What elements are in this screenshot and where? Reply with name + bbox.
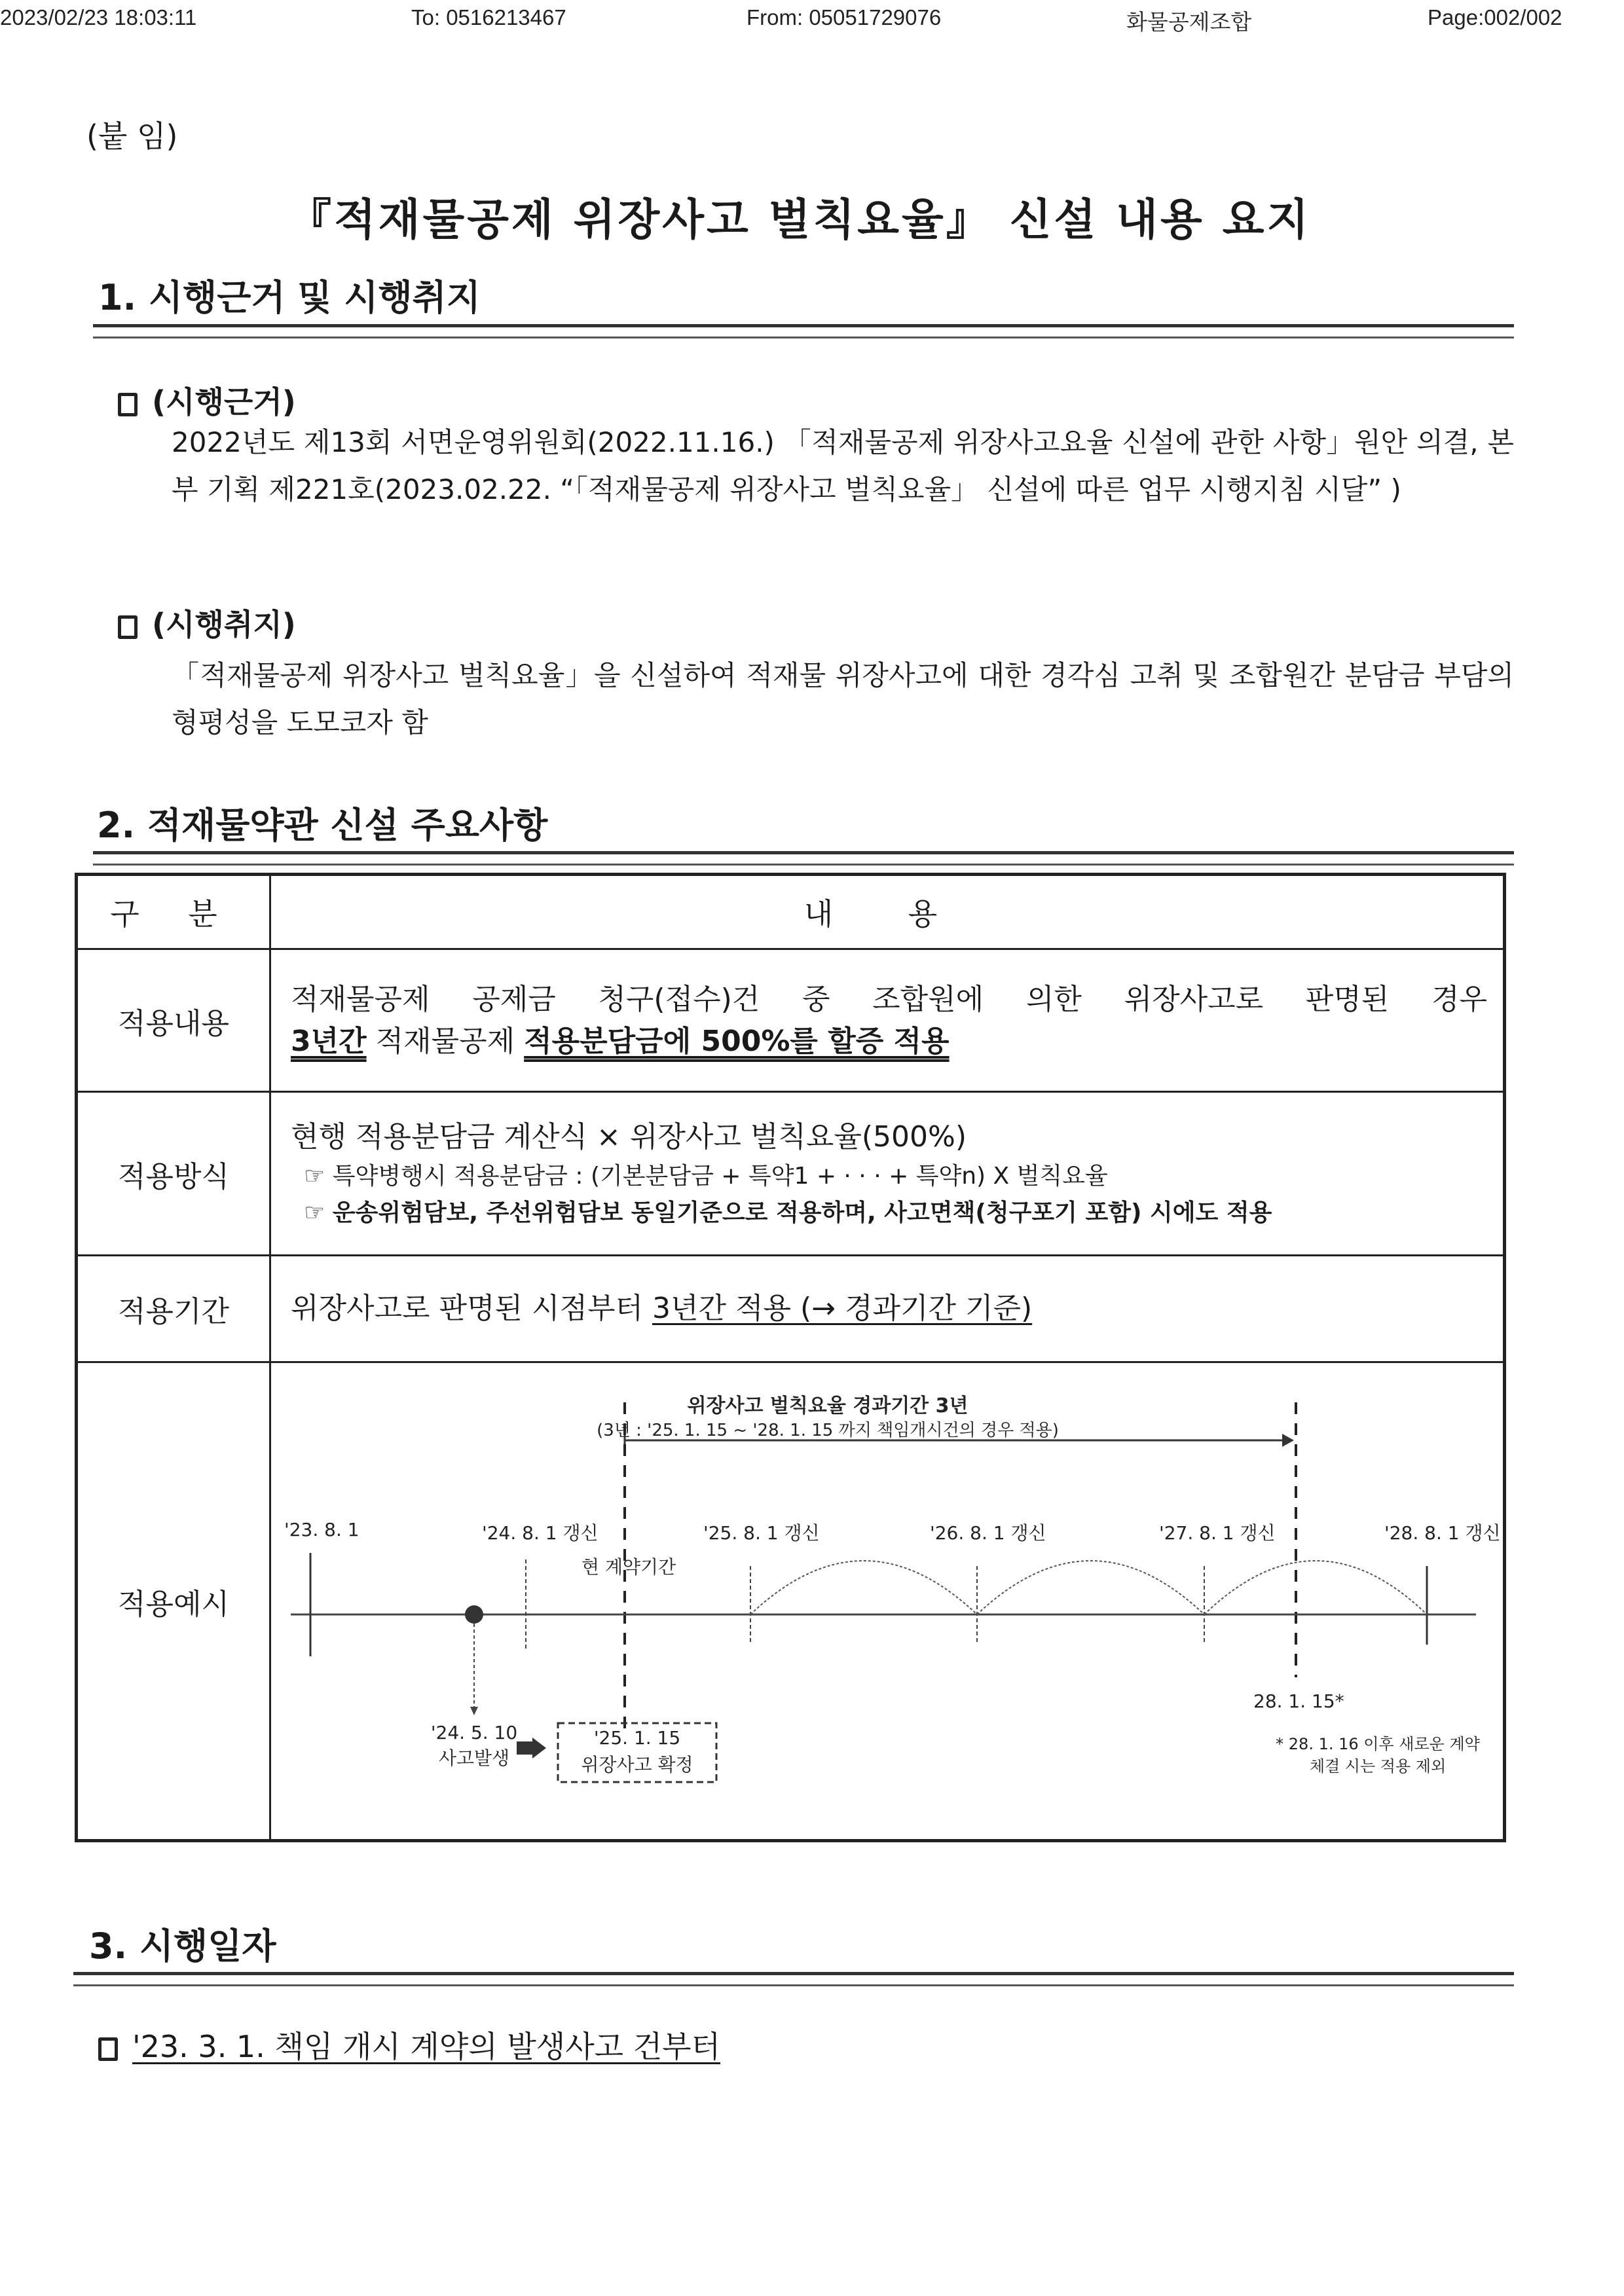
accident-label: 사고발생 [438,1747,510,1769]
timeline-label: '28. 8. 1 갱신 [1384,1522,1501,1544]
table-row [77,1092,1505,1256]
span-subtitle: (3년 : '25. 1. 15 ~ '28. 1. 15 까지 책임개시건의 경우 적용) [597,1421,1059,1440]
square-bullet-icon [118,393,138,416]
timeline-label: '24. 8. 1 갱신 [482,1522,599,1544]
provisions-table [75,873,1506,1842]
attachment-label: (붙 임) [86,118,178,154]
accident-date: '24. 5. 10 [430,1722,518,1743]
section2-rule [93,851,1514,866]
square-bullet-icon [98,2037,118,2061]
row-label-example: 적용예시 [77,1362,270,1841]
content-mid: 적재물공제 [366,1024,525,1058]
timeline-label: '26. 8. 1 갱신 [930,1522,1046,1544]
purpose-text: 「적재물공제 위장사고 벌칙요율」을 신설하여 적재물 위장사고에 대한 경각심 고취 및 조합원간 분담금 부담의 형평성을 도모코자 함 [172,659,1514,738]
content-3years: 3년간 [291,1024,367,1058]
row-label-method: 적용방식 [77,1092,270,1256]
pointing-hand-icon: ☞ [304,1162,333,1190]
section3-rule [73,1972,1514,1986]
fax-from: From: 05051729076 [747,5,942,29]
row-label-content: 적용내용 [77,949,270,1092]
section1-rule [93,324,1514,338]
renewal-arc [750,1561,977,1614]
fax-to: To: 0516213467 [411,5,566,29]
row-value-method [270,1092,1505,1256]
period-underlined: 3년간 적용 (→ 경과기간 기준) [652,1292,1033,1325]
timeline-label: '27. 8. 1 갱신 [1159,1522,1276,1544]
current-period-label: 현 계약기간 [581,1556,676,1578]
period-text: 위장사고로 판명된 시점부터 [291,1292,653,1325]
document-title: 『적재물공제 위장사고 벌칙요율』 신설 내용 요지 [288,194,1312,245]
header-content: 내 용 [270,875,1505,949]
timeline-diagram [271,1363,1503,1839]
table-row [77,949,1505,1092]
section3-heading: 3. 시행일자 [89,1925,276,1967]
row-value-content [270,949,1505,1092]
effective-date-text: '23. 3. 1. 책임 개시 계약의 발생사고 건부터 [132,2029,721,2064]
basis-text: 2022년도 제13회 서면운영위원회(2022.11.16.) 「적재물공제 위장사고요율 신설에 관한 사항」원안 의결, 본부 기획 제221호(2023.02.22. “「적재물공제 위장사고 벌칙요율」 신설에 따른 업무 시행지침 시달” ) [172,426,1514,505]
confirm-date: '25. 1. 15 [593,1727,681,1749]
section1-heading: 1. 시행근거 및 시행취지 [98,277,481,318]
footnote-line2: 체결 시는 적용 제외 [1309,1757,1447,1776]
down-arrow-icon [470,1707,478,1715]
table-row [77,1362,1505,1841]
header-category: 구 분 [77,875,270,949]
row-label-period: 적용기간 [77,1256,270,1362]
method-note2-text: 운송위험담보, 주선위험담보 동일기준으로 적용하며, 사고면책(청구포기 포함) 시에도 적용 [332,1199,1272,1226]
purpose-label: (시행취지) [152,607,296,642]
square-bullet-icon [118,615,138,639]
end-date: 28. 1. 15* [1253,1690,1344,1712]
fax-sender: 화물공제조합 [1126,10,1252,34]
method-line1: 현행 적용분담금 계산식 × 위장사고 벌칙요율(500%) [291,1120,967,1154]
right-arrow-icon-head [532,1738,546,1758]
method-note2 [291,1195,1487,1231]
span-title: 위장사고 벌칙요율 경과기간 3년 [687,1394,969,1417]
renewal-arc [977,1561,1204,1614]
content-line1: 적재물공제 공제금 청구(접수)건 중 조합원에 의한 위장사고로 판명된 경우 [291,982,1487,1016]
footnote-line1: * 28. 1. 16 이후 새로운 계약 [1276,1735,1480,1753]
row-value-example [270,1362,1505,1841]
purpose-heading [118,601,296,644]
section2-heading: 2. 적재물약관 신설 주요사항 [97,805,548,846]
table-row [77,1256,1505,1362]
basis-heading [118,378,296,422]
basis-label: (시행근거) [152,384,296,420]
accident-marker [465,1605,483,1624]
content-surcharge: 적용분담금에 500%를 할증 적용 [524,1024,950,1058]
renewal-arc [1204,1561,1427,1614]
timeline-label: '25. 8. 1 갱신 [703,1522,820,1544]
method-note1 [291,1158,1487,1195]
pointing-hand-icon: ☞ [304,1199,333,1226]
confirm-label: 위장사고 확정 [581,1754,693,1776]
method-note1-text: 특약병행시 적용분담금 : (기본분담금 + 특약1 + · · · + 특약n) X 벌칙요율 [332,1162,1108,1190]
timeline-label: '23. 8. 1 [284,1519,360,1540]
effective-date-item [98,2023,720,2066]
content-line2 [291,1021,1487,1063]
fax-datetime: 2023/02/23 18:03:11 [0,5,197,29]
table-header-row [77,875,1505,949]
row-value-period [270,1256,1505,1362]
fax-page: Page:002/002 [1428,5,1562,29]
